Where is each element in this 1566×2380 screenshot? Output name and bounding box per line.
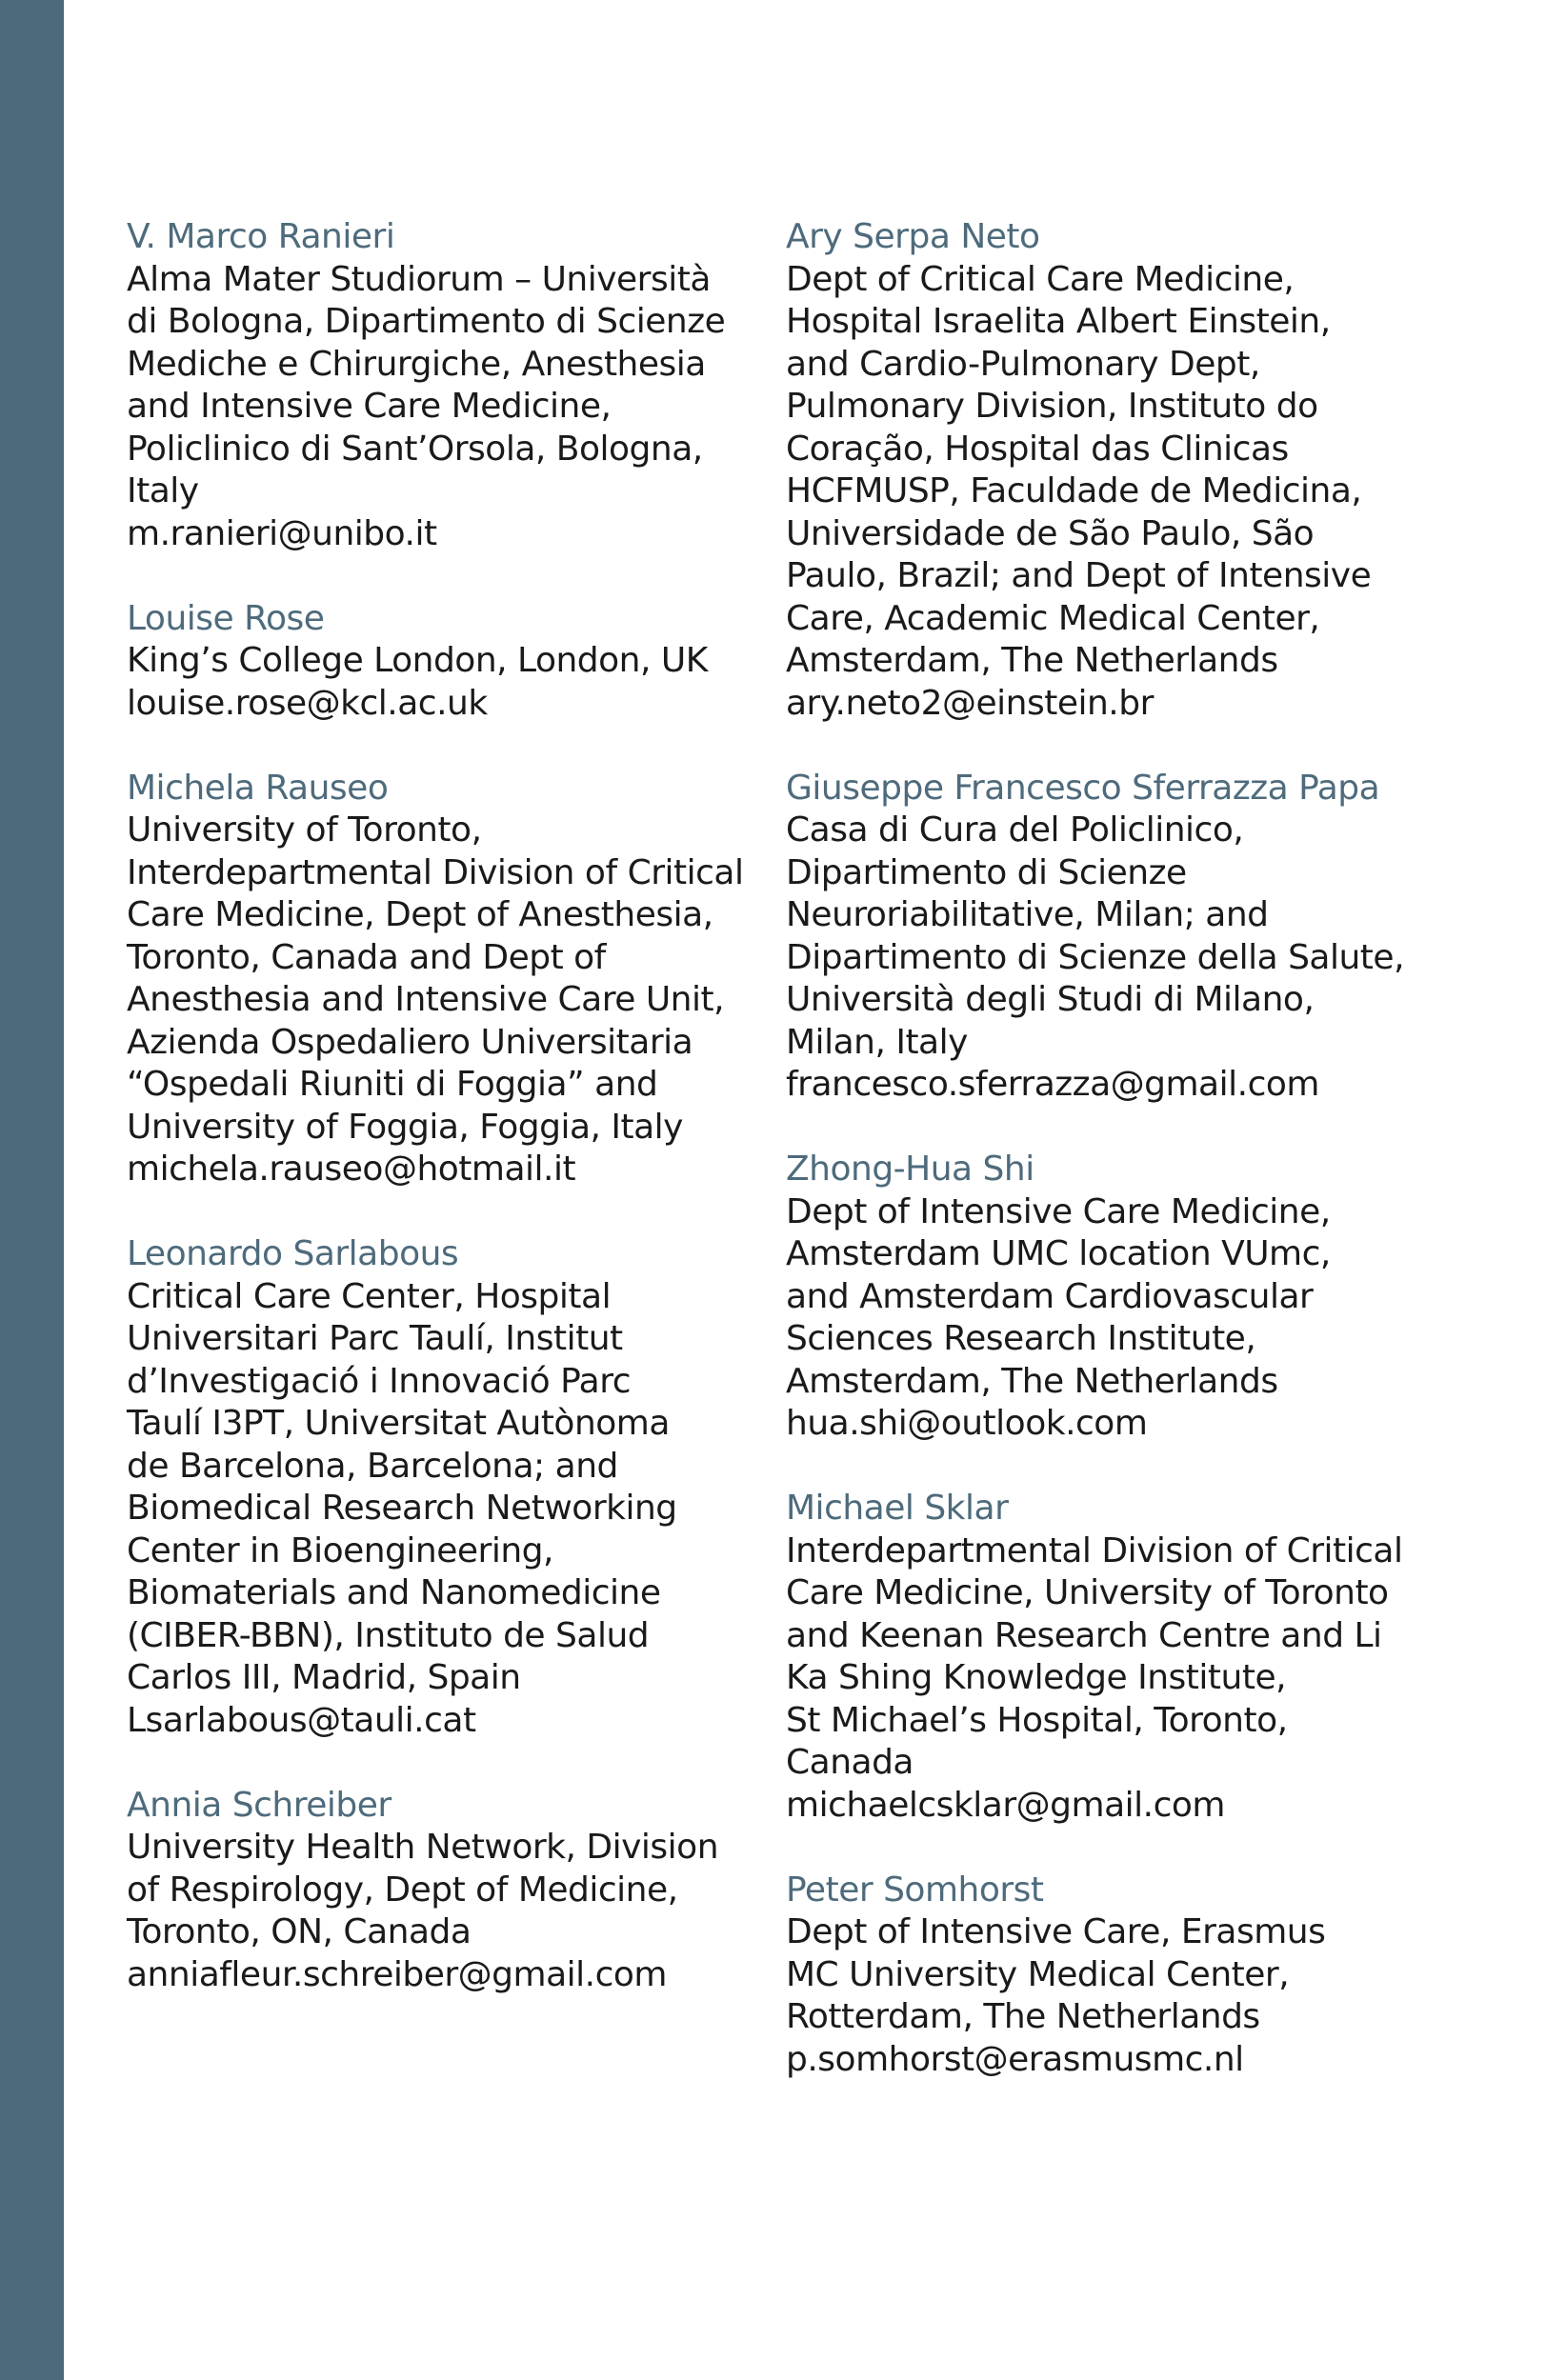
affiliation-line: MC University Medical Center, [786, 1954, 1290, 1994]
affiliation-line: “Ospedali Riuniti di Foggia” and [127, 1065, 658, 1104]
affiliation-line: of Respirology, Dept of Medicine, [127, 1870, 678, 1910]
author-entry [786, 768, 1434, 1107]
author-email: ary.neto2@einstein.br [786, 683, 1154, 723]
affiliation-line: Anesthesia and Intensive Care Unit, [127, 980, 725, 1019]
affiliation-line: Azienda Ospedaliero Universitaria [127, 1022, 693, 1062]
affiliation-line: Care Medicine, University of Toronto [786, 1573, 1389, 1612]
author-entry [127, 598, 755, 726]
author-name: Louise Rose [127, 598, 325, 638]
affiliation-line: Biomedical Research Networking [127, 1489, 677, 1528]
affiliation-line: St Michael’s Hospital, Toronto, [786, 1700, 1288, 1740]
left-column [127, 216, 755, 2039]
affiliation-line: and Cardio-Pulmonary Dept, [786, 344, 1260, 384]
author-entry [786, 1870, 1434, 2082]
author-name: Michael Sklar [786, 1489, 1009, 1528]
affiliation-line: Carlos III, Madrid, Spain [127, 1658, 521, 1697]
affiliation-line: Ka Shing Knowledge Institute, [786, 1658, 1287, 1697]
affiliation-line: Italy [127, 471, 199, 510]
author-email: francesco.sferrazza@gmail.com [786, 1065, 1319, 1104]
affiliation-line: Coração, Hospital das Clinicas [786, 429, 1289, 469]
affiliation-line: Dept of Intensive Care, Erasmus [786, 1912, 1326, 1951]
affiliation-line: Care, Academic Medical Center, [786, 598, 1320, 638]
affiliation-line: de Barcelona, Barcelona; and [127, 1446, 618, 1486]
author-email: anniafleur.schreiber@gmail.com [127, 1954, 667, 1994]
author-entry [127, 216, 755, 555]
affiliation-line: Interdepartmental Division of Critical [127, 852, 744, 892]
author-entry [786, 1488, 1434, 1827]
affiliation-line: d’Investigació i Innovació Parc [127, 1361, 632, 1401]
affiliation-line: Hospital Israelita Albert Einstein, [786, 302, 1331, 341]
affiliation-line: Interdepartmental Division of Critical [786, 1530, 1403, 1570]
affiliation-line: King’s College London, London, UK [127, 641, 708, 680]
author-email: Lsarlabous@tauli.cat [127, 1700, 476, 1740]
affiliation-line: Biomaterials and Nanomedicine [127, 1573, 661, 1612]
affiliation-line: University of Foggia, Foggia, Italy [127, 1107, 683, 1147]
author-entry [786, 1149, 1434, 1446]
affiliation-line: Rotterdam, The Netherlands [786, 1997, 1260, 2036]
affiliation-line: (CIBER-BBN), Instituto de Salud [127, 1615, 650, 1655]
affiliation-line: Pulmonary Division, Instituto do [786, 387, 1318, 426]
affiliation-line: Policlinico di Sant’Orsola, Bologna, [127, 429, 703, 469]
affiliation-line: di Bologna, Dipartimento di Scienze [127, 302, 726, 341]
affiliation-line: Critical Care Center, Hospital [127, 1276, 612, 1316]
affiliation-line: Amsterdam UMC location VUmc, [786, 1234, 1331, 1273]
author-name: Ary Serpa Neto [786, 217, 1040, 256]
affiliation-line: Milan, Italy [786, 1022, 968, 1062]
affiliation-line: Care Medicine, Dept of Anesthesia, [127, 895, 713, 934]
affiliation-line: Taulí I3PT, Universitat Autònoma [127, 1404, 670, 1443]
author-name: Annia Schreiber [127, 1785, 392, 1825]
affiliation-line: Sciences Research Institute, [786, 1319, 1256, 1358]
author-email: p.somhorst@erasmusmc.nl [786, 2039, 1244, 2079]
affiliation-line: Paulo, Brazil; and Dept of Intensive [786, 556, 1372, 595]
author-name: V. Marco Ranieri [127, 217, 395, 256]
affiliation-line: Universitari Parc Taulí, Institut [127, 1319, 623, 1358]
author-entry [127, 1233, 755, 1742]
affiliation-line: and Intensive Care Medicine, [127, 387, 612, 426]
side-color-bar [0, 0, 64, 2380]
author-name: Leonardo Sarlabous [127, 1234, 459, 1273]
author-email: michela.rauseo@hotmail.it [127, 1150, 576, 1189]
author-email: louise.rose@kcl.ac.uk [127, 683, 488, 723]
right-column [786, 216, 1434, 2124]
author-email: hua.shi@outlook.com [786, 1404, 1148, 1443]
affiliation-line: Dipartimento di Scienze [786, 852, 1187, 892]
affiliation-line: Casa di Cura del Policlinico, [786, 810, 1244, 850]
author-name: Peter Somhorst [786, 1870, 1044, 1910]
author-entry [127, 1785, 755, 1997]
affiliation-line: Canada [786, 1743, 914, 1782]
affiliation-line: Università degli Studi di Milano, [786, 980, 1315, 1019]
affiliation-line: Mediche e Chirurgiche, Anesthesia [127, 344, 706, 384]
author-name: Zhong-Hua Shi [786, 1150, 1034, 1189]
author-email: m.ranieri@unibo.it [127, 513, 437, 553]
affiliation-line: Amsterdam, The Netherlands [786, 1361, 1278, 1401]
author-email: michaelcsklar@gmail.com [786, 1785, 1225, 1825]
affiliation-line: and Amsterdam Cardiovascular [786, 1276, 1314, 1316]
author-entry [127, 768, 755, 1191]
affiliation-line: Amsterdam, The Netherlands [786, 641, 1278, 680]
affiliation-line: and Keenan Research Centre and Li [786, 1615, 1382, 1655]
author-name: Giuseppe Francesco Sferrazza Papa [786, 768, 1380, 808]
affiliation-line: Universidade de São Paulo, São [786, 513, 1315, 553]
affiliation-line: Dipartimento di Scienze della Salute, [786, 937, 1405, 977]
affiliation-line: Dept of Critical Care Medicine, [786, 259, 1295, 299]
affiliation-line: University Health Network, Division [127, 1828, 719, 1867]
affiliation-line: Dept of Intensive Care Medicine, [786, 1191, 1331, 1231]
affiliation-line: Toronto, Canada and Dept of [127, 937, 606, 977]
author-entry [786, 216, 1434, 725]
author-name: Michela Rauseo [127, 768, 389, 808]
affiliation-line: Toronto, ON, Canada [127, 1912, 472, 1951]
affiliation-line: Center in Bioengineering, [127, 1530, 553, 1570]
affiliation-line: Neuroriabilitative, Milan; and [786, 895, 1269, 934]
affiliation-line: University of Toronto, [127, 810, 482, 850]
affiliation-line: HCFMUSP, Faculdade de Medicina, [786, 471, 1362, 510]
affiliation-line: Alma Mater Studiorum – Università [127, 259, 711, 299]
